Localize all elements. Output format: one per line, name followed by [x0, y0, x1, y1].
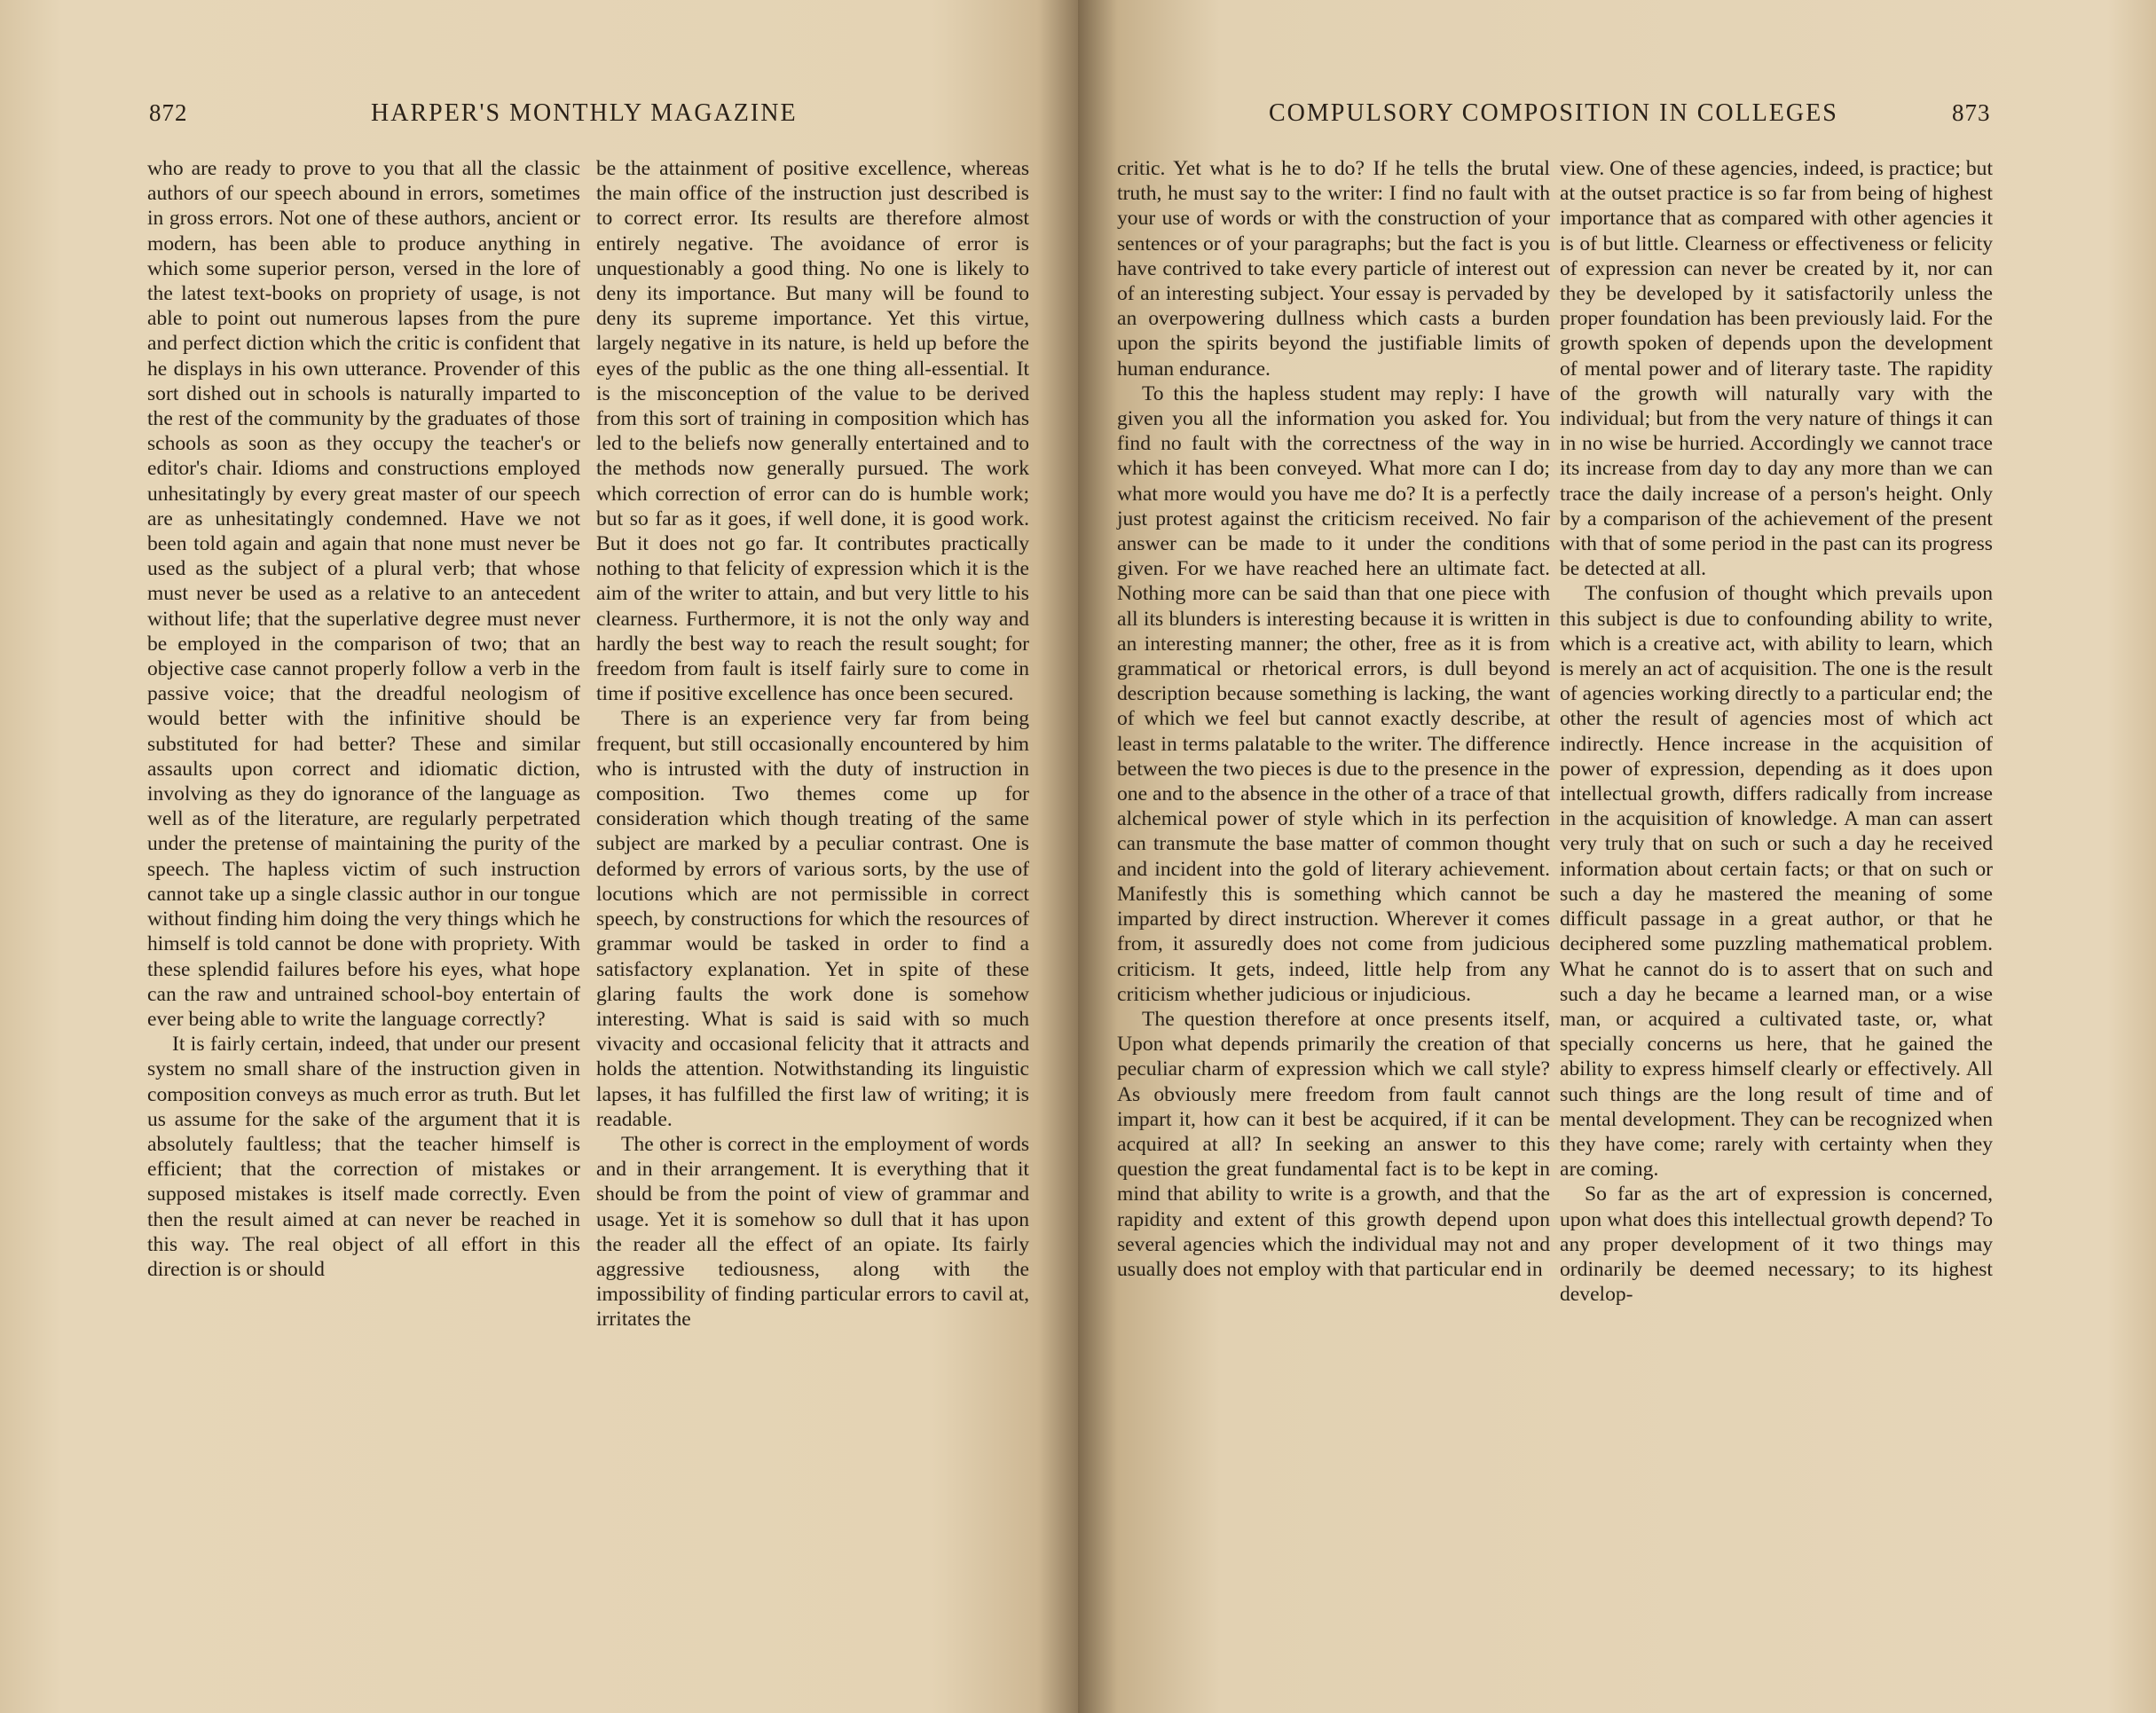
- right-page: [1078, 0, 2156, 1713]
- paragraph: The other is correct in the employment of words and in their arrangement. It is everything that it should be from the point of view of grammar and usage. Yet it is somehow so dull that it has upon the reader all the effect of an opiate. Its fairly aggressive tediousness, along with the impossibility of finding particular errors to cavil at, irritates the: [596, 1132, 1029, 1332]
- text-column-1: [147, 156, 580, 1282]
- paragraph: view. One of these agencies, indeed, is practice; but at the outset practice is so far from being of highest importance that as compared with other agencies it is of but little. Clearness or effectiveness or felicity of expression can never be created by it, nor can they be developed by it satisfactorily unless the proper foundation has been previously laid. For the growth spoken of depends upon the development of mental power and of literary taste. The rapidity of the growth will naturally vary with the individual; but from the very nature of things it can in no wise be hurried. Accordingly we cannot trace its increase from day to day any more than we can trace the daily increase of a person's height. Only by a comparison of the achievement of the present with that of some period in the past can its progress be detected at all.: [1560, 157, 1993, 581]
- page-number: 872: [149, 99, 188, 126]
- running-head: HARPER'S MONTHLY MAGAZINE: [371, 99, 798, 127]
- paragraph: So far as the art of expression is concerned, upon what does this intellectual growth depend? To any proper development of it two things may ordinarily be deemed necessary; to its highest develop-: [1560, 1183, 1993, 1307]
- page-number: 873: [1952, 99, 1991, 126]
- text-column-2: [1560, 156, 1993, 1307]
- running-head: COMPULSORY COMPOSITION IN COLLEGES: [1269, 99, 1838, 127]
- paragraph: There is an experience very far from being frequent, but still occasionally encountered by him who is intrusted with the duty of instruction in composition. Two themes come up for consideration which though treating of the same subject are marked by a peculiar contrast. One is deformed by errors of various sorts, by the use of locutions which are not permissible in correct speech, by constructions for which the resources of grammar would be tasked in order to find a satisfactory explanation. Yet in spite of these glaring faults the work done is somehow interesting. What is said is said with so much vivacity and occasional felicity that it attracts and holds the attention. Notwithstanding its linguistic lapses, it has fulfilled the first law of writing; it is readable.: [596, 707, 1029, 1131]
- paragraph: The confusion of thought which prevails upon this subject is due to confounding ability to write, which is a creative act, with ability to learn, which is merely an act of acquisition. The one is the result of agencies working directly to a particular end; the other the result of agencies most of which act indirectly. Hence increase in the acquisition of power of expression, depending as it does upon intellectual growth, differs radically from increase in the acquisition of knowledge. A man can assert very truly that on such or such a day he received information about certain facts; or that on such or such a day he mastered the meaning of some difficult passage in a great author, or that he deciphered some puzzling mathematical problem. What he cannot do is to assert that on such and such a day he became a learned man, or a wise man, or acquired a cultivated taste, or, what specially concerns us here, that he gained the ability to express himself clearly or effectively. All such things are the long result of time and of mental development. They can be recognized when they have come; rarely with certainty when they are coming.: [1560, 582, 1993, 1182]
- paragraph: To this the hapless student may reply: I have given you all the information you asked for. You find no fault with the correctness of the way in which it has been conveyed. What more can I do; what more would you have me do? It is a perfectly just protest against the criticism received. No fair answer can be made to it under the conditions given. For we have reached here an ultimate fact. Nothing more can be said than that one piece with all its blunders is interesting because it is written in an interesting manner; the other, free as it is from grammatical or rhetorical errors, is dull beyond description because something is lacking, the want of which we feel but cannot exactly describe, at least in terms palatable to the writer. The difference between the two pieces is due to the presence in the one and to the absence in the other of a trace of that alchemical power of style which in its perfection can transmute the base matter of common thought and incident into the gold of literary achievement. Manifestly this is something which cannot be imparted by direct instruction. Wherever it comes from, it assuredly does not come from judicious criticism. It gets, indeed, little help from any criticism whether judicious or injudicious.: [1117, 381, 1550, 1006]
- text-column-1: [1117, 156, 1550, 1282]
- paragraph: critic. Yet what is he to do? If he tells the brutal truth, he must say to the writer: I find no fault with your use of words or with the construction of your sentences or of your paragraphs; but the fact is you have contrived to take every particle of interest out of an interesting subject. Your essay is pervaded by an overpowering dullness which casts a burden upon the spirits beyond the justifiable limits of human endurance.: [1117, 157, 1550, 381]
- paragraph: who are ready to prove to you that all the classic authors of our speech abound in errors, sometimes in gross errors. Not one of these authors, ancient or modern, has been able to produce anything in which some superior person, versed in the lore of the latest text-books on propriety of usage, is not able to point out numerous lapses from the pure and perfect diction which the critic is confident that he displays in his own utterance. Provender of this sort dished out in schools is naturally imparted to the rest of the community by the graduates of those schools as soon as they occupy the teacher's or editor's chair. Idioms and constructions employed unhesitatingly by every great master of our speech are as unhesitatingly condemned. Have we not been told again and again that none must never be used as the subject of a plural verb; that whose must never be used as a relative to an antecedent without life; that the superlative degree must never be employed in the comparison of two; that an objective case cannot properly follow a verb in the passive voice; that the dreadful neologism of would better with the infinitive should be substituted for had better? These and similar assaults upon correct and idiomatic diction, involving as they do ignorance of the language as well as of the literature, are regularly perpetrated under the pretense of maintaining the purity of the speech. The hapless victim of such instruction cannot take up a single classic author in our tongue without finding him doing the very things which he himself is told cannot be done with propriety. With these splendid failures before his eyes, what hope can the raw and untrained school-boy entertain of ever being able to write the language correctly?: [147, 157, 580, 1031]
- text-column-2: [596, 156, 1029, 1332]
- paragraph: be the attainment of positive excellence, whereas the main office of the instruction just described is to correct error. Its results are therefore almost entirely negative. The avoidance of error is unquestionably a good thing. No one is likely to deny its importance. But many will be found to deny its supreme importance. Yet this virtue, largely negative in its nature, is held up before the eyes of the public as the one thing all-essential. It is the misconception of the value to be derived from this sort of training in composition which has led to the beliefs now generally entertained and to the methods now generally pursued. The work which correction of error can do is humble work; but so far as it goes, if well done, it is good work. But it does not go far. It contributes practically nothing to that felicity of expression which it is the aim of the writer to attain, and but very little to his clearness. Furthermore, it is not the only way and hardly the best way to reach the result sought; for freedom from fault is itself fairly sure to come in time if positive excellence has once been secured.: [596, 157, 1029, 706]
- paragraph: The question therefore at once presents itself, Upon what depends primarily the creation of that peculiar charm of expression which we call style? As obviously mere freedom from fault cannot impart it, how can it best be acquired, if it can be acquired at all? In seeking an answer to this question the great fundamental fact is to be kept in mind that ability to write is a growth, and that the rapidity and extent of this growth depend upon several agencies which the individual may not and usually does not employ with that particular end in: [1117, 1007, 1550, 1281]
- paragraph: It is fairly certain, indeed, that under our present system no small share of the instruction given in composition conveys as much error as truth. But let us assume for the sake of the argument that it is absolutely faultless; that the teacher himself is efficient; that the correction of mistakes or supposed mistakes is itself made correctly. Even then the result aimed at can never be reached in this way. The real object of all effort in this direction is or should: [147, 1033, 580, 1281]
